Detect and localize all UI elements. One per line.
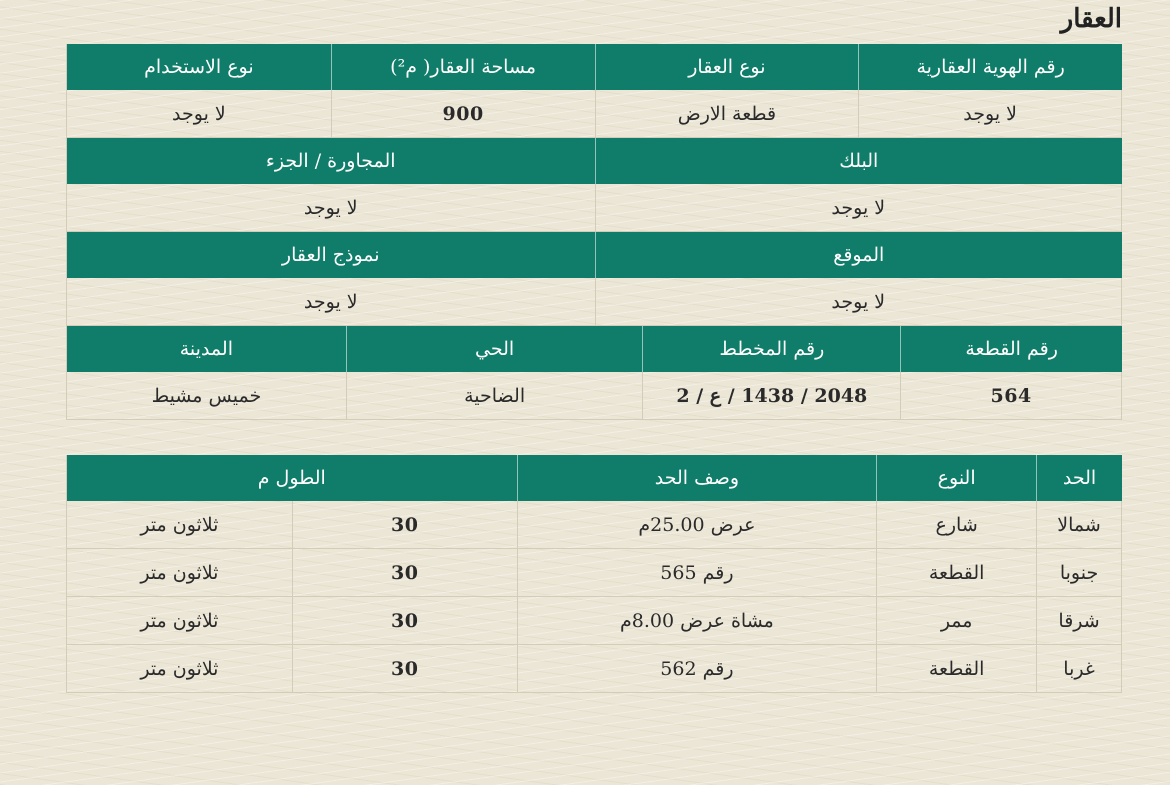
boundary-side: جنوبا [1036,549,1122,596]
value-usage-type: لا يوجد [172,102,226,125]
header-property-type: نوع العقار [595,44,859,90]
value-property-id: لا يوجد [858,90,1122,137]
boundary-side: شرقا [1036,597,1122,644]
boundary-length: 30 [292,645,517,692]
value-block: لا يوجد [595,184,1123,231]
value-neighborhood-part: لا يوجد [303,196,358,219]
boundary-length-text: ثلاثون متر [140,561,219,584]
value-scheme-number: 2048 / 1438 / ع / 2 [642,372,900,419]
value-property-type: قطعة الارض [595,90,859,137]
block-header-row [67,138,1122,184]
header-boundary-type: النوع [876,455,1036,501]
boundary-type: القطعة [876,549,1036,596]
boundaries-header-row [67,455,1122,501]
value-plot-number: 564 [900,372,1122,419]
header-city: المدينة [179,338,233,360]
plot-header-row [67,326,1122,372]
page-title: العقار [1060,4,1122,34]
property-value-row [67,90,1122,138]
header-location: الموقع [595,232,1123,278]
boundary-description: رقم 562 [517,645,877,692]
boundary-side: غربا [1036,645,1122,692]
plot-value-row [67,372,1122,420]
header-boundary-description: وصف الحد [517,455,877,501]
header-length: الطول م [257,467,326,489]
boundary-type: شارع [876,501,1036,548]
boundary-description: رقم 565 [517,549,877,596]
value-property-area: 900 [331,90,595,137]
header-boundary: الحد [1036,455,1122,501]
location-value-row [67,278,1122,326]
property-header-row [67,44,1122,90]
boundary-length-text: ثلاثون متر [140,657,219,680]
table-row [67,597,1122,645]
header-district: الحي [346,326,643,372]
boundary-length: 30 [292,549,517,596]
value-property-model: لا يوجد [303,290,358,313]
value-district: الضاحية [346,372,643,419]
value-city: خميس مشيط [151,384,262,407]
header-block: البلك [595,138,1123,184]
boundary-description: عرض 25.00م [517,501,877,548]
block-value-row [67,184,1122,232]
table-row [67,549,1122,597]
boundary-type: القطعة [876,645,1036,692]
location-header-row [67,232,1122,278]
value-location: لا يوجد [595,278,1123,325]
boundary-description: مشاة عرض 8.00م [517,597,877,644]
header-plot-number: رقم القطعة [900,326,1122,372]
property-table [66,44,1122,420]
header-property-model: نموذج العقار [281,244,380,266]
header-scheme-number: رقم المخطط [642,326,900,372]
boundary-side: شمالا [1036,501,1122,548]
boundary-length: 30 [292,597,517,644]
header-neighborhood-part: المجاورة / الجزء [265,150,396,172]
table-row [67,501,1122,549]
boundary-length: 30 [292,501,517,548]
header-property-id: رقم الهوية العقارية [858,44,1122,90]
boundaries-table [66,455,1122,693]
table-row [67,645,1122,693]
boundary-length-text: ثلاثون متر [140,513,219,536]
header-usage-type: نوع الاستخدام [144,56,254,78]
header-property-area: مساحة العقار( م²) [331,44,595,90]
boundary-length-text: ثلاثون متر [140,609,219,632]
boundary-type: ممر [876,597,1036,644]
